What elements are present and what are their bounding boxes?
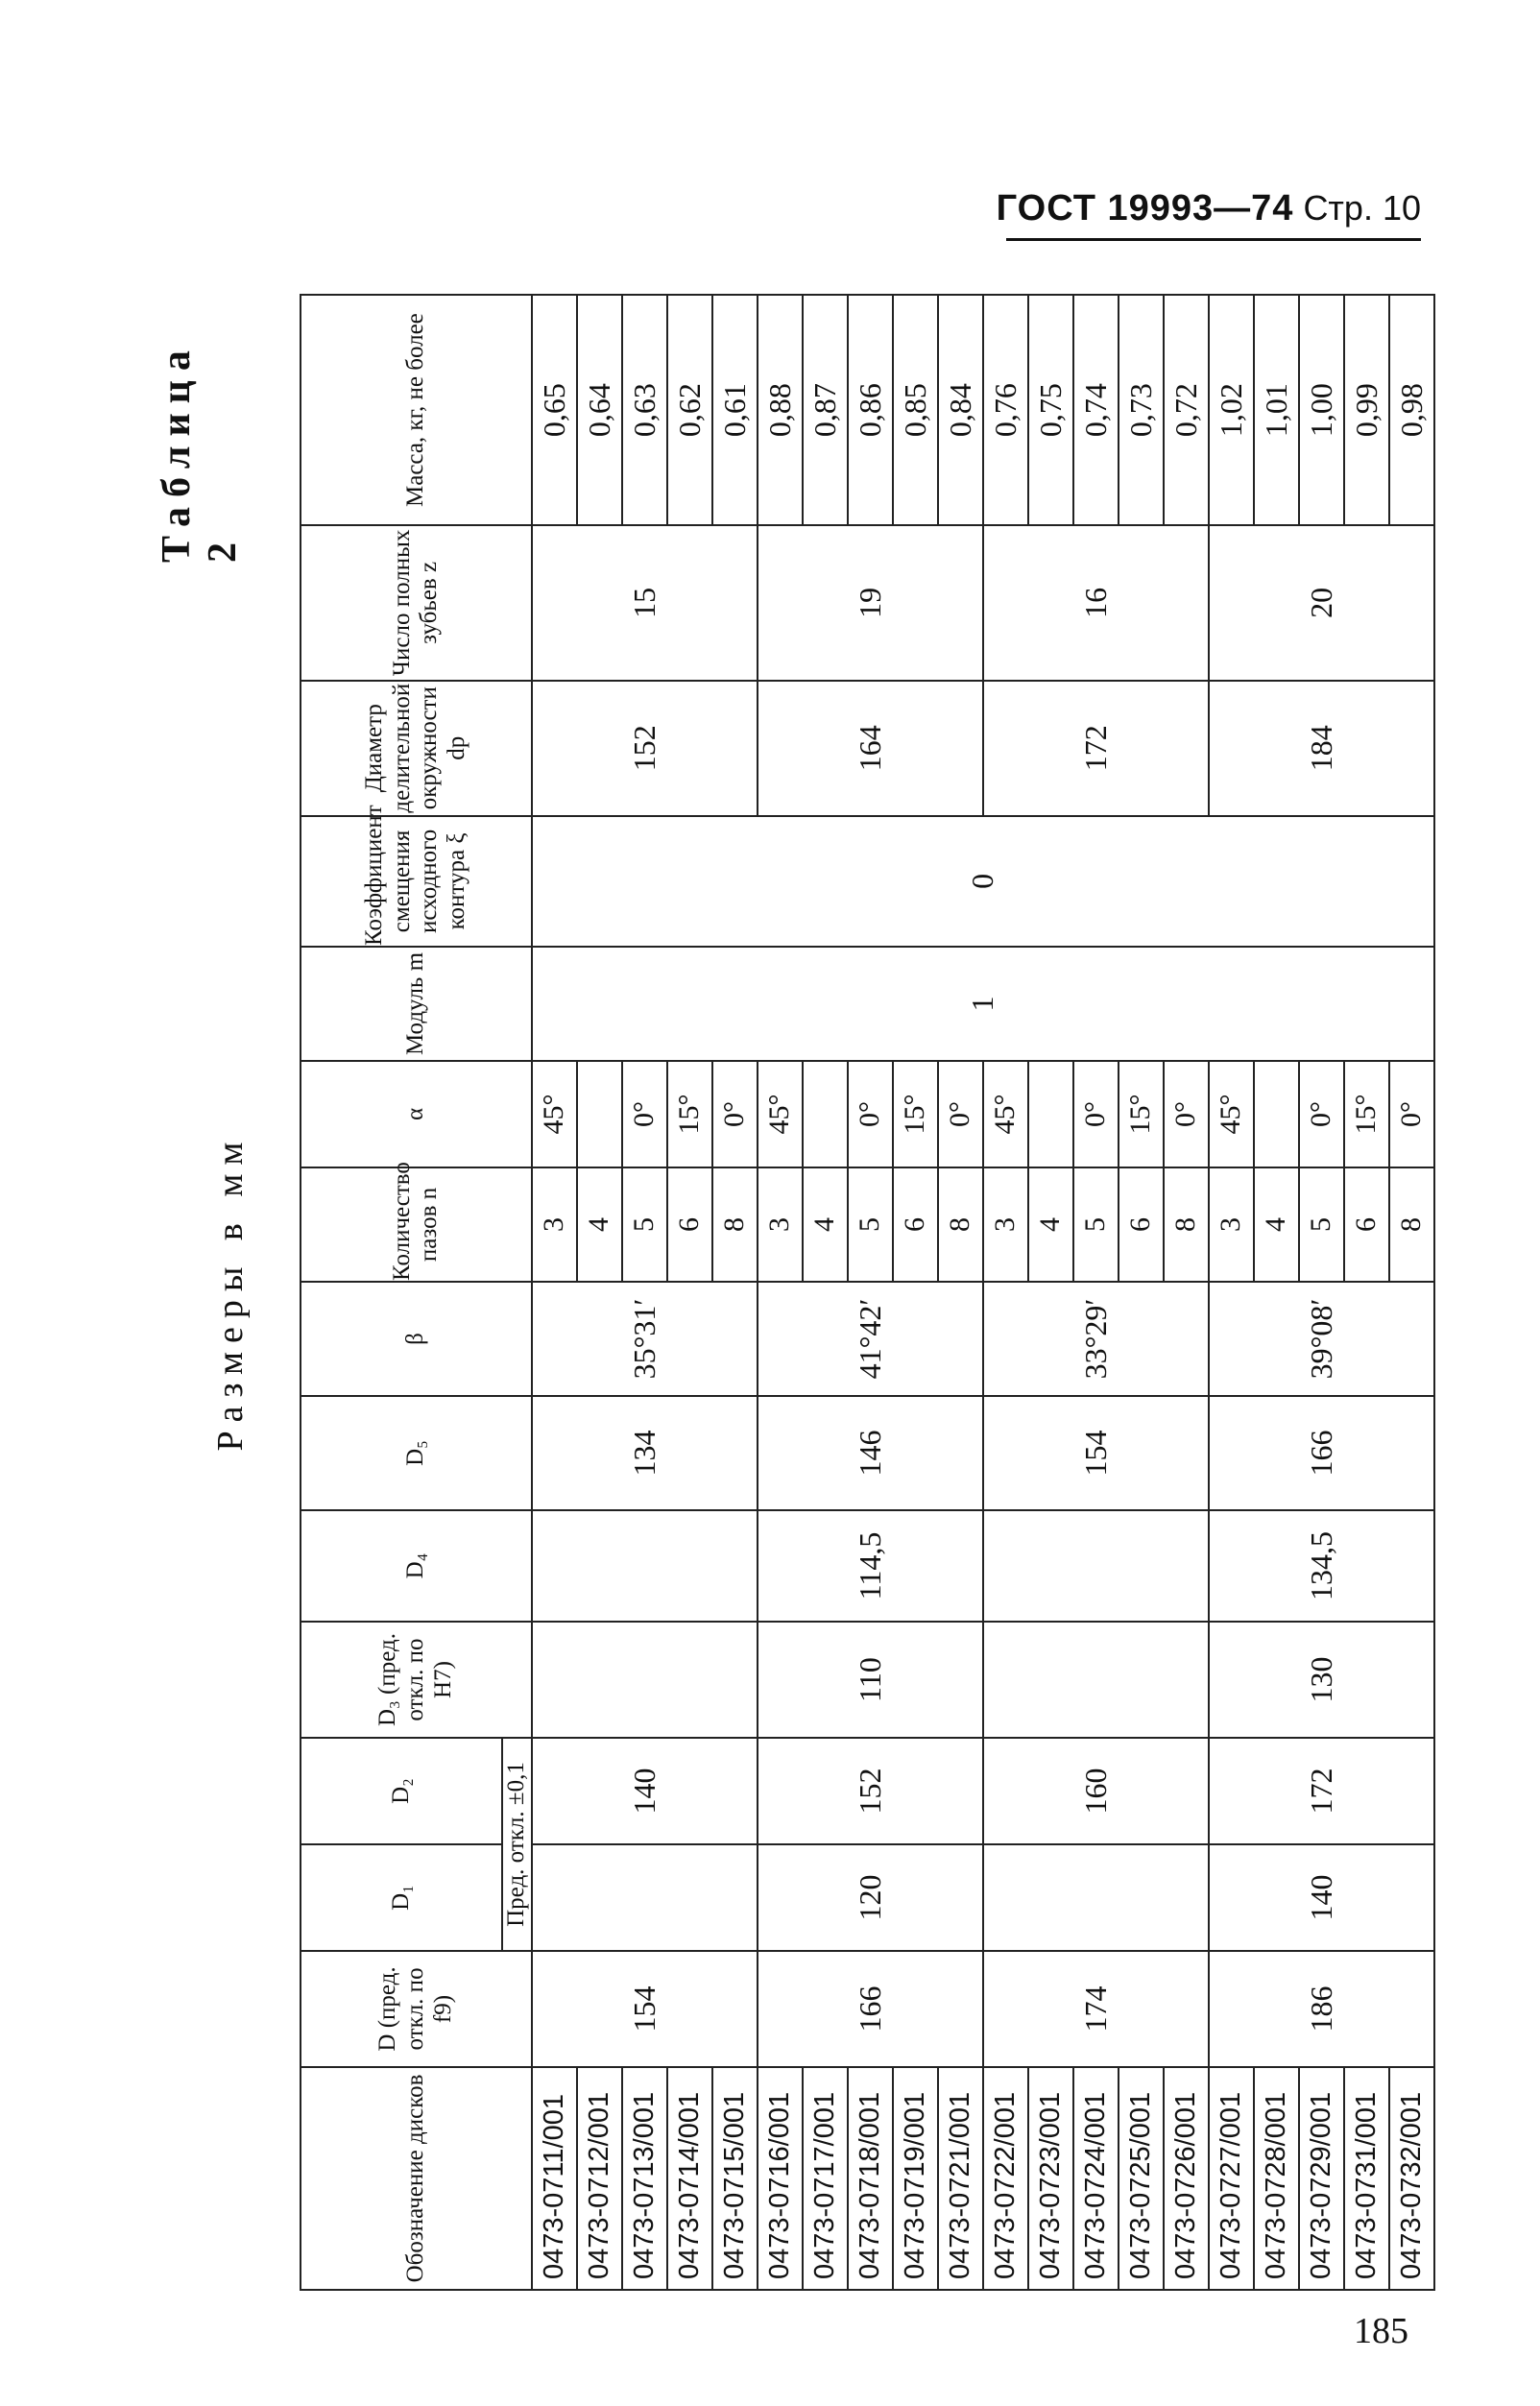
col-header-alpha: α <box>301 1061 532 1167</box>
cell-alpha: 45° <box>1209 1061 1254 1167</box>
cell-d1 <box>983 1844 1209 1951</box>
disc-code-cell: 0473-0722/001 <box>983 2067 1028 2290</box>
disc-code-cell: 0473-0718/001 <box>848 2067 893 2290</box>
cell-alpha <box>1254 1061 1299 1167</box>
cell-alpha: 0° <box>848 1061 893 1167</box>
cell-n: 4 <box>803 1167 848 1282</box>
cell-mass: 0,72 <box>1164 295 1209 525</box>
cell-alpha: 0° <box>1164 1061 1209 1167</box>
cell-d3 <box>532 1622 758 1738</box>
cell-alpha: 45° <box>983 1061 1028 1167</box>
cell-alpha: 15° <box>893 1061 938 1167</box>
cell-n: 5 <box>1073 1167 1119 1282</box>
cell-n: 8 <box>712 1167 758 1282</box>
cell-mass: 0,87 <box>803 295 848 525</box>
col-header-z: Число полных зубьев z <box>301 525 532 680</box>
col-header-D2: D₂ <box>301 1738 502 1844</box>
cell-dp: 184 <box>1209 681 1434 816</box>
disc-code-cell: 0473-0717/001 <box>803 2067 848 2290</box>
col-header-mass: Масса, кг, не более <box>301 295 532 525</box>
disc-code-cell: 0473-0711/001 <box>532 2067 577 2290</box>
cell-alpha: 0° <box>1299 1061 1344 1167</box>
cell-n: 3 <box>1209 1167 1254 1282</box>
rotated-table-block <box>154 294 1431 2291</box>
cell-mass: 0,64 <box>577 295 622 525</box>
cell-n: 6 <box>1344 1167 1389 1282</box>
cell-alpha: 0° <box>1389 1061 1434 1167</box>
cell-d: 186 <box>1209 1951 1434 2067</box>
cell-dp: 164 <box>758 681 983 816</box>
cell-n: 5 <box>848 1167 893 1282</box>
cell-n: 6 <box>667 1167 712 1282</box>
cell-d5: 146 <box>758 1396 983 1510</box>
cell-z: 15 <box>532 525 758 680</box>
disc-code-cell: 0473-0723/001 <box>1028 2067 1073 2290</box>
disc-code-cell: 0473-0724/001 <box>1073 2067 1119 2290</box>
cell-d3: 110 <box>758 1622 983 1738</box>
cell-d1: 140 <box>1209 1844 1434 1951</box>
col-header-D1-D2-tolerance: Пред. откл. ±0,1 <box>502 1738 532 1951</box>
cell-mass: 0,61 <box>712 295 758 525</box>
cell-n: 8 <box>1164 1167 1209 1282</box>
col-header-D3: D₃ (пред. откл. по H7) <box>301 1622 532 1738</box>
cell-d5: 134 <box>532 1396 758 1510</box>
col-header-D: D (пред. откл. по f9) <box>301 1951 532 2067</box>
cell-n: 3 <box>758 1167 803 1282</box>
cell-mass: 1,01 <box>1254 295 1299 525</box>
disc-code-cell: 0473-0712/001 <box>577 2067 622 2290</box>
cell-alpha <box>803 1061 848 1167</box>
cell-d2: 160 <box>983 1738 1209 1844</box>
disc-code-cell: 0473-0728/001 <box>1254 2067 1299 2290</box>
cell-n: 8 <box>1389 1167 1434 1282</box>
page-header <box>997 188 1421 229</box>
col-header-D1: D₁ <box>301 1844 502 1951</box>
cell-beta: 41°42′ <box>758 1282 983 1396</box>
cell-mass: 0,65 <box>532 295 577 525</box>
table-row <box>532 295 577 2290</box>
cell-n: 5 <box>1299 1167 1344 1282</box>
page-label: Стр. 10 <box>1303 188 1421 228</box>
disc-code-cell: 0473-0731/001 <box>1344 2067 1389 2290</box>
cell-alpha: 0° <box>712 1061 758 1167</box>
cell-xi: 0 <box>532 816 1434 947</box>
col-header-designation: Обозначение дисков <box>301 2067 532 2290</box>
table-row <box>983 295 1028 2290</box>
cell-d: 174 <box>983 1951 1209 2067</box>
col-header-m: Модуль m <box>301 947 532 1061</box>
cell-n: 3 <box>983 1167 1028 1282</box>
cell-mass: 0,62 <box>667 295 712 525</box>
disc-code-cell: 0473-0721/001 <box>938 2067 983 2290</box>
cell-alpha: 15° <box>1344 1061 1389 1167</box>
cell-z: 19 <box>758 525 983 680</box>
disc-code-cell: 0473-0713/001 <box>622 2067 667 2290</box>
cell-d: 166 <box>758 1951 983 2067</box>
page-number: 185 <box>1354 2311 1408 2351</box>
disc-code-cell: 0473-0725/001 <box>1119 2067 1164 2290</box>
col-header-D4: D₄ <box>301 1510 532 1622</box>
col-header-n: Количество пазов n <box>301 1167 532 1282</box>
col-header-dp: Диаметр делительной окружности dp <box>301 681 532 816</box>
cell-n: 6 <box>1119 1167 1164 1282</box>
cell-d2: 140 <box>532 1738 758 1844</box>
cell-mass: 0,74 <box>1073 295 1119 525</box>
cell-n: 6 <box>893 1167 938 1282</box>
table-body <box>532 295 1434 2290</box>
cell-n: 3 <box>532 1167 577 1282</box>
disc-code-cell: 0473-0714/001 <box>667 2067 712 2290</box>
cell-mass: 0,73 <box>1119 295 1164 525</box>
cell-d5: 166 <box>1209 1396 1434 1510</box>
cell-z: 20 <box>1209 525 1434 680</box>
cell-alpha: 0° <box>938 1061 983 1167</box>
cell-mass: 0,88 <box>758 295 803 525</box>
cell-n: 8 <box>938 1167 983 1282</box>
cell-mass: 0,75 <box>1028 295 1073 525</box>
col-header-xi: Коэффициент смещения исходного контура ξ <box>301 816 532 947</box>
cell-n: 4 <box>577 1167 622 1282</box>
cell-alpha: 0° <box>1073 1061 1119 1167</box>
cell-alpha: 45° <box>532 1061 577 1167</box>
disc-code-cell: 0473-0726/001 <box>1164 2067 1209 2290</box>
disc-code-cell: 0473-0729/001 <box>1299 2067 1344 2290</box>
table-caption: Таблица 2 <box>155 341 245 563</box>
table-row <box>758 295 803 2290</box>
cell-beta: 33°29′ <box>983 1282 1209 1396</box>
cell-mass: 0,76 <box>983 295 1028 525</box>
cell-mass: 1,02 <box>1209 295 1254 525</box>
cell-d2: 152 <box>758 1738 983 1844</box>
cell-mass: 1,00 <box>1299 295 1344 525</box>
cell-d4: 114,5 <box>758 1510 983 1622</box>
disc-code-cell: 0473-0715/001 <box>712 2067 758 2290</box>
cell-alpha: 45° <box>758 1061 803 1167</box>
cell-mass: 0,98 <box>1389 295 1434 525</box>
disc-code-cell: 0473-0727/001 <box>1209 2067 1254 2290</box>
standard-number: ГОСТ 19993—74 <box>996 188 1294 229</box>
cell-d: 154 <box>532 1951 758 2067</box>
cell-alpha <box>577 1061 622 1167</box>
cell-d3: 130 <box>1209 1622 1434 1738</box>
cell-d4 <box>532 1510 758 1622</box>
disc-code-cell: 0473-0732/001 <box>1389 2067 1434 2290</box>
disc-code-cell: 0473-0716/001 <box>758 2067 803 2290</box>
cell-beta: 35°31′ <box>532 1282 758 1396</box>
header-rule <box>1006 238 1421 241</box>
cell-dp: 172 <box>983 681 1209 816</box>
cell-alpha: 15° <box>667 1061 712 1167</box>
cell-mass: 0,86 <box>848 295 893 525</box>
cell-mass: 0,84 <box>938 295 983 525</box>
disc-code-cell: 0473-0719/001 <box>893 2067 938 2290</box>
cell-n: 5 <box>622 1167 667 1282</box>
table-row <box>1209 295 1254 2290</box>
cell-module: 1 <box>532 947 1434 1061</box>
cell-d5: 154 <box>983 1396 1209 1510</box>
cell-d3 <box>983 1622 1209 1738</box>
disc-dimensions-table <box>300 294 1435 2291</box>
cell-mass: 0,85 <box>893 295 938 525</box>
cell-d1: 120 <box>758 1844 983 1951</box>
cell-alpha: 15° <box>1119 1061 1164 1167</box>
cell-mass: 0,63 <box>622 295 667 525</box>
cell-alpha: 0° <box>622 1061 667 1167</box>
col-header-D5: D₅ <box>301 1396 532 1510</box>
cell-mass: 0,99 <box>1344 295 1389 525</box>
cell-n: 4 <box>1254 1167 1299 1282</box>
cell-alpha <box>1028 1061 1073 1167</box>
cell-dp: 152 <box>532 681 758 816</box>
cell-d1 <box>532 1844 758 1951</box>
cell-d2: 172 <box>1209 1738 1434 1844</box>
col-header-beta: β <box>301 1282 532 1396</box>
cell-z: 16 <box>983 525 1209 680</box>
cell-beta: 39°08′ <box>1209 1282 1434 1396</box>
cell-d4: 134,5 <box>1209 1510 1434 1622</box>
cell-d4 <box>983 1510 1209 1622</box>
table-subtitle: Размеры в мм <box>210 1133 251 1452</box>
cell-n: 4 <box>1028 1167 1073 1282</box>
